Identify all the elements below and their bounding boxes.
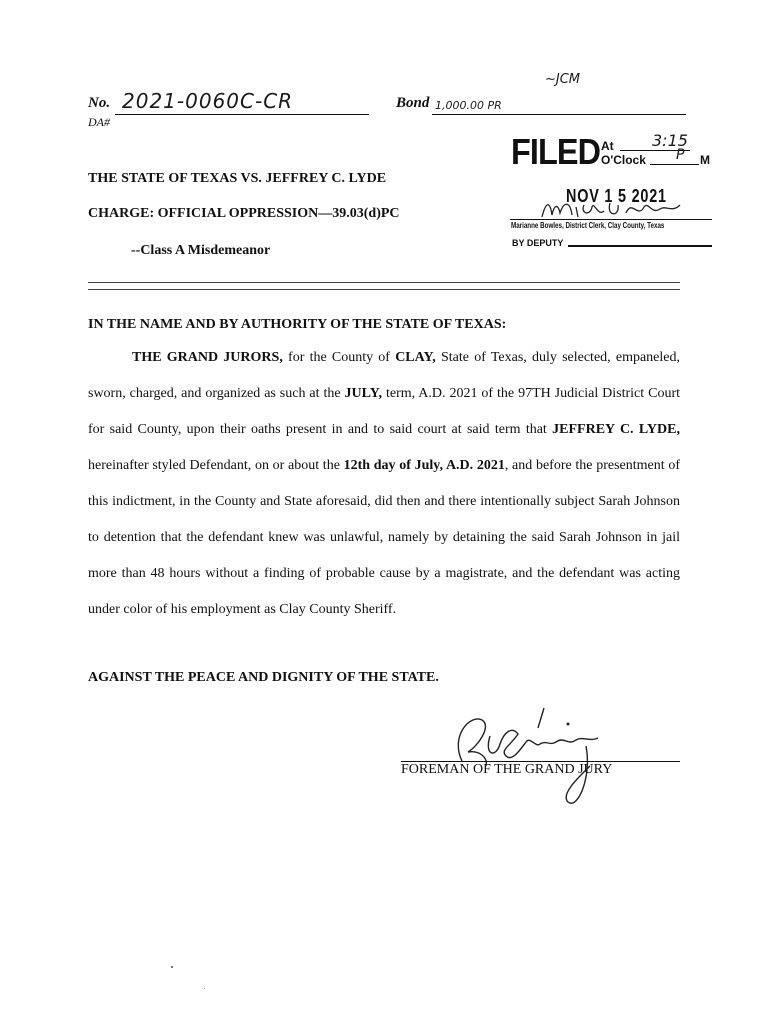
bond-underline [432,114,686,115]
case-number-underline [115,114,369,115]
scan-speck [204,988,205,989]
charge-line: CHARGE: OFFICIAL OPPRESSION—39.03(d)PC [88,206,400,221]
charge-class: --Class A Misdemeanor [131,243,271,258]
defendant-name: JEFFREY C. LYDE, [552,422,680,437]
deputy-signature-line [568,245,712,247]
county-name: CLAY, [395,350,436,365]
case-title: THE STATE OF TEXAS VS. JEFFREY C. LYDE [88,171,387,186]
by-deputy-label: BY DEPUTY [512,238,564,248]
authority-heading: IN THE NAME AND BY AUTHORITY OF THE STATE OF TEXAS: [88,317,507,332]
case-number-value: 2021-0060C-CR [122,89,294,113]
scan-speck [171,966,173,968]
section-divider [88,282,680,290]
filed-ampm: P [676,147,685,163]
closing-statement: AGAINST THE PEACE AND DIGNITY OF THE STATE. [88,670,439,685]
bond-label: Bond [396,95,430,111]
body-text-segment: hereinafter styled Defendant, on or about the [88,458,344,473]
filed-oclock-label: O'Clock [601,153,646,167]
filed-word: FILED [511,131,601,172]
filed-date: NOV 1 5 2021 [566,186,667,206]
filed-at-label: At [601,139,614,153]
handwritten-mark: ~JCM [545,72,581,87]
indictment-paragraph [88,340,680,628]
filed-time: 3:15 [652,131,688,150]
offense-date: 12th day of July, A.D. 2021 [343,458,505,473]
body-text-segment: State of Texas, duly selected, empaneled, sworn, charged, and organized as such at the [88,350,680,401]
filed-m-label: M [700,153,710,167]
body-text-segment: term, A.D. 2021 of the 97TH Judicial District Court for said County, upon their oaths present in and to said court at said term that [88,386,680,437]
body-text-segment: , and before the presentment of this indictment, in the County and State aforesaid, did then and there intentionally subject Sarah Johnson to detention that the defendant knew was unlawful, namely by detaining the said Sarah Johnson in jail more than 48 hours without a finding of probable cause by a magistrate, and the defendant was acting under color of his employment as Clay County Sheriff. [88,458,680,617]
foreman-label: FOREMAN OF THE GRAND JURY [401,762,613,777]
clerk-name: Marianne Bowles, District Clerk, Clay County, Texas [511,221,665,230]
bond-value: 1,000.00 PR [435,99,502,112]
body-text-segment: for the County of [282,350,396,365]
clerk-underline [510,219,712,220]
filed-oclock-underline [650,164,699,165]
grand-jurors-phrase: THE GRAND JURORS, [132,350,283,365]
term-month: JULY, [344,386,383,401]
indictment-body [88,340,680,628]
case-number-label: No. [88,95,111,111]
da-number-label: DA# [88,115,110,129]
